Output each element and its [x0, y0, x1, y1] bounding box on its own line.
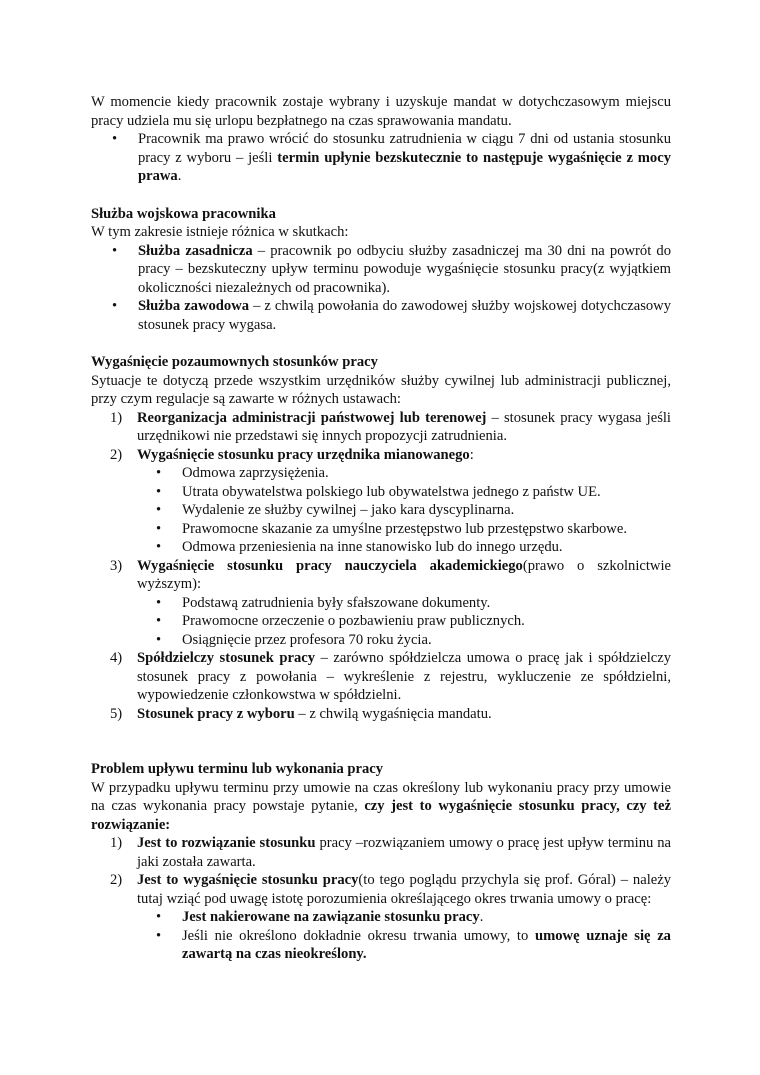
- item-bold: Reorganizacja administracji państwowej lub terenowej: [137, 409, 487, 426]
- document-content: [91, 93, 671, 964]
- item-bold: Wygaśnięcie stosunku pracy nauczyciela akademickiego: [137, 557, 523, 574]
- list-item: [138, 242, 671, 298]
- item-number: 1): [110, 835, 123, 851]
- sub-item-text: Jeśli nie określono dokładnie okresu trwania umowy, to: [182, 927, 535, 944]
- list-item: [110, 705, 671, 724]
- intro-text: W przypadku upływu terminu przy umowie na czas określony lub wykonaniu pracy przy umowie na czas wykonania pracy powstaje pytanie,: [91, 779, 671, 814]
- sub-item-bold: Jest nakierowane na zawiązanie stosunku pracy: [182, 909, 480, 925]
- section-title-non-contract: Wygaśnięcie pozaumownych stosunków pracy: [91, 354, 378, 370]
- item-bold: Jest to rozwiązanie stosunku: [137, 835, 316, 851]
- item-text: – zarówno spółdzielcza umowa o pracę jak i spółdzielczy stosunek pracy z powołania – wykreślenie z rejestru, wykluczenie ze spółdzielni, wypowiedzenie członkowstwa w spółdzielni.: [137, 650, 672, 703]
- bullet-text-end: .: [177, 168, 182, 184]
- sub-list-item: • Podstawą zatrudnienia były sfałszowane dokumenty.: [182, 594, 671, 613]
- section-title-term-problem: Problem upływu terminu lub wykonania pracy: [91, 761, 384, 777]
- bullet-bold-text: termin upłynie bezskutecznie to następuje wygaśnięcie z mocy prawa: [138, 149, 671, 184]
- sub-list-item: [182, 927, 671, 964]
- military-list: [91, 242, 671, 335]
- list-item: [110, 557, 671, 650]
- sub-list-item: • Odmowa zaprzysiężenia.: [182, 464, 671, 483]
- item-bold: Wygaśnięcie stosunku pracy urzędnika mianowanego: [137, 446, 470, 463]
- academic-sublist: [137, 594, 671, 650]
- term-problem-intro: [91, 779, 671, 835]
- list-item: [110, 834, 671, 871]
- list-item: [110, 871, 671, 964]
- term-problem-list: [91, 834, 671, 964]
- sub-list-item: • Utrata obywatelstwa polskiego lub obywatelstwa jednego z państw UE.: [182, 483, 671, 502]
- sub-item-text: .: [479, 909, 484, 925]
- item-text: pracy –rozwiązaniem umowy o pracę jest upływ terminu na jaki została zawarta.: [137, 835, 671, 870]
- term-problem-sublist: [137, 908, 671, 964]
- item-bold: Stosunek pracy z wyboru: [137, 705, 295, 722]
- item-text: – pracownik po odbyciu służby zasadniczej ma 30 dni na powrót do pracy – bezskuteczny upływ terminu powoduje wygaśnięcie stosunku pracy(z wyjątkiem okoliczności niezależnych od pracownika).: [138, 242, 671, 296]
- non-contract-intro: Sytuacje te dotyczą przede wszystkim urzędników służby cywilnej lub administracji publicznej, przy czym regulacje są zawarte w różnych ustawach:: [91, 372, 671, 407]
- sub-list-item: • Osiągnięcie przez profesora 70 roku życia.: [182, 631, 671, 650]
- item-text: – z chwilą wygaśnięcia mandatu.: [294, 705, 492, 722]
- item-number: 2): [110, 446, 123, 463]
- item-number: 2): [110, 872, 123, 888]
- section-title-military: Służba wojskowa pracownika: [91, 205, 276, 222]
- list-item: [110, 649, 672, 705]
- sub-item-bold: umowę uznaje się za zawartą na czas nieokreślony.: [182, 927, 671, 962]
- sub-list-item: • Prawomocne orzeczenie o pozbawieniu praw publicznych.: [182, 612, 671, 631]
- item-bold: Spółdzielczy stosunek pracy: [137, 650, 316, 666]
- non-contract-list: [91, 409, 671, 724]
- item-text: – z chwilą powołania do zawodowej służby wojskowej dotychczasowy stosunek pracy wygasa.: [138, 298, 672, 333]
- sub-list-item: [182, 908, 671, 927]
- item-text: (prawo o szkolnictwie wyższym):: [137, 557, 671, 592]
- item-bold: Służba zawodowa: [138, 298, 250, 314]
- item-text: (to tego poglądu przychyla się prof. Góral) – należy tutaj wziąć pod uwagę istotę porozumienia określającego okres trwania umowy o pracę:: [137, 872, 671, 907]
- sub-list-item: • Prawomocne skazanie za umyślne przestępstwo lub przestępstwo skarbowe.: [182, 520, 671, 539]
- list-item: [138, 130, 671, 186]
- item-number: 5): [110, 705, 123, 722]
- intro-bold-text: czy jest to wygaśnięcie stosunku pracy, czy też rozwiązanie:: [91, 798, 671, 833]
- list-item: [110, 409, 671, 446]
- sub-list-item: • Wydalenie ze służby cywilnej – jako kara dyscyplinarna.: [182, 501, 671, 520]
- list-item: [138, 297, 671, 334]
- item-bold: Służba zasadnicza: [138, 242, 253, 259]
- item-text: :: [469, 446, 474, 463]
- item-number: 1): [110, 409, 123, 426]
- item-number: 3): [110, 557, 123, 574]
- military-intro: W tym zakresie istnieje różnica w skutkach:: [91, 224, 349, 240]
- appointed-sublist: [137, 464, 671, 557]
- intro-bullet-list: [91, 130, 671, 186]
- item-text: – stosunek pracy wygasa jeśli urzędnikowi nie przedstawi się innych propozycji zatrudnienia.: [137, 409, 671, 444]
- sub-list-item: • Odmowa przeniesienia na inne stanowisko lub do innego urzędu.: [182, 538, 671, 557]
- item-number: 4): [110, 650, 123, 666]
- bullet-text: Pracownik ma prawo wrócić do stosunku zatrudnienia w ciągu 7 dni od ustania stosunku pracy z wyboru – jeśli: [138, 131, 671, 166]
- intro-paragraph: W momencie kiedy pracownik zostaje wybrany i uzyskuje mandat w dotychczasowym miejscu pracy udziela mu się urlopu bezpłatnego na czas sprawowania mandatu.: [91, 94, 671, 129]
- item-bold: Jest to wygaśnięcie stosunku pracy: [137, 872, 359, 888]
- list-item: [110, 446, 671, 557]
